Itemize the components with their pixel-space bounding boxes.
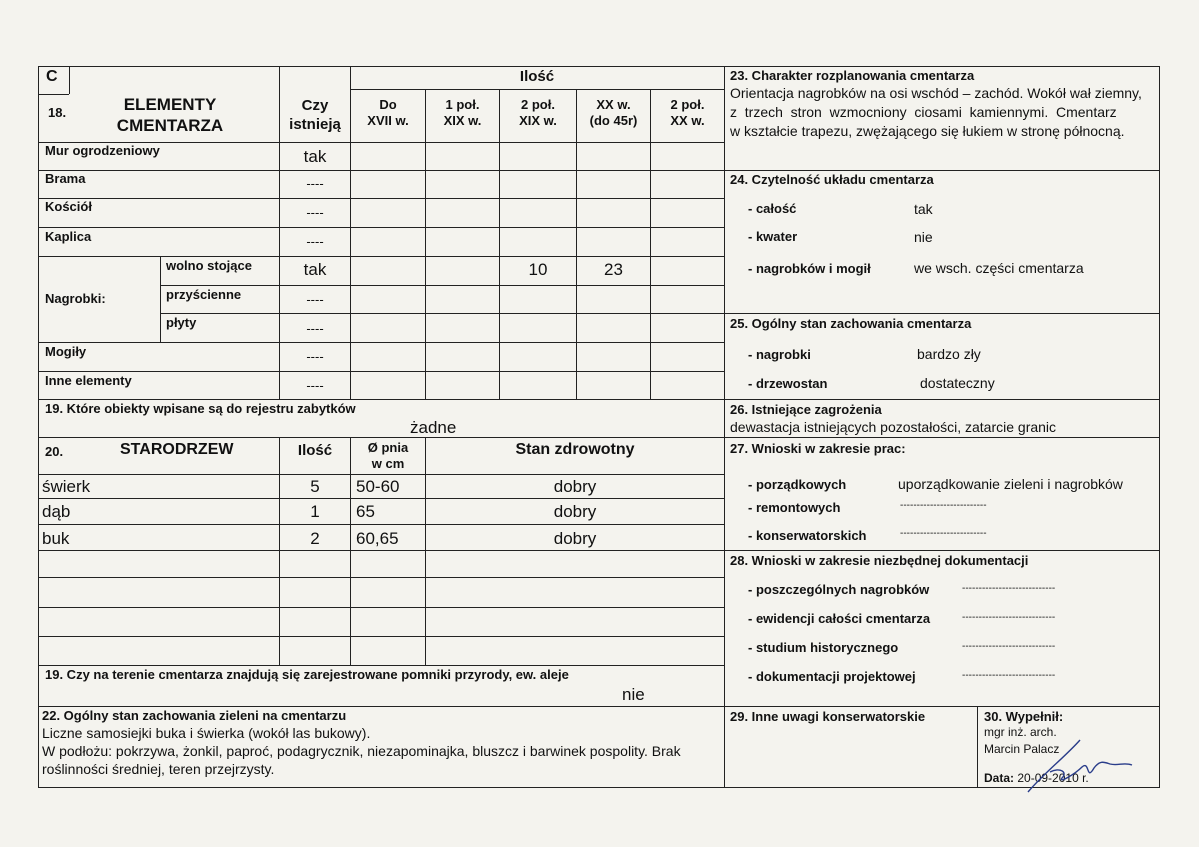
row-exists: ----	[306, 234, 324, 249]
item-label: - poszczególnych nagrobków	[748, 582, 930, 597]
section-22-line-1: Liczne samosiejki buka i świerka (wokół las bukowy).	[42, 725, 371, 741]
tree-qty-header: Ilość	[297, 442, 333, 459]
qty-header: Ilość	[519, 68, 555, 85]
exist-header-1: Czy	[301, 97, 329, 114]
item-value: --------------------------	[900, 528, 987, 539]
nagrobki-label: Nagrobki:	[45, 291, 106, 306]
item-label: - całość	[748, 201, 797, 216]
filler-name: Marcin Palacz	[984, 742, 1060, 756]
tree-name: buk	[42, 529, 70, 548]
tree-health: dobry	[553, 502, 597, 521]
section-18-title-2: CMENTARZA	[116, 116, 224, 135]
section-22-line-2: W podłożu: pokrzywa, żonkil, paproć, podagrycznik, niezapominajka, bluszcz i barwinek pospolity. Brak	[42, 743, 681, 759]
row-exists: ----	[306, 349, 324, 364]
row-exists: ----	[306, 205, 324, 220]
tree-qty: 2	[310, 529, 320, 548]
section-20-title: STARODRZEW	[120, 441, 234, 458]
row-label: Brama	[45, 171, 86, 186]
item-value: nie	[914, 229, 933, 245]
item-value: ----------------------------	[962, 641, 1056, 652]
period-header: 2 poł.	[670, 97, 705, 112]
period-header: 1 poł.	[445, 97, 480, 112]
count-xx-do-45: 23	[604, 260, 623, 279]
tree-diam: 60,65	[356, 529, 399, 548]
tree-name: świerk	[42, 477, 91, 496]
item-label: - nagrobków i mogił	[748, 261, 871, 276]
period-header: XIX w.	[519, 113, 557, 128]
count-2-pol-xix: 10	[528, 260, 548, 279]
row-exists: ----	[306, 378, 324, 393]
row-exists: tak	[303, 260, 327, 279]
section-22-line-3: roślinności średniej, teren przejrzysty.	[42, 761, 275, 777]
period-header: Do	[379, 97, 397, 112]
row-label: Inne elementy	[45, 373, 132, 388]
item-value: --------------------------	[900, 500, 987, 511]
row-label: Mur ogrodzeniowy	[45, 143, 160, 158]
row-exists: ----	[306, 321, 324, 336]
section-20-number: 20.	[45, 444, 64, 459]
tree-name: dąb	[42, 502, 71, 521]
tree-diam-header-1: Ø pnia	[367, 440, 409, 455]
section-22-label: 22. Ogólny stan zachowania zieleni na cmentarzu	[42, 708, 347, 723]
section-26-label: 26. Istniejące zagrożenia	[730, 402, 882, 417]
item-value: tak	[914, 201, 933, 217]
row-exists: tak	[303, 147, 327, 166]
section-23-label: 23. Charakter rozplanowania cmentarza	[730, 68, 975, 83]
tree-health: dobry	[553, 477, 597, 496]
item-label: - kwater	[748, 229, 798, 244]
section-19a-label: 19. Które obiekty wpisane są do rejestru zabytków	[45, 401, 356, 416]
exist-header-2: istnieją	[289, 116, 341, 133]
tree-diam: 50-60	[356, 477, 400, 496]
section-19b-value: nie	[622, 685, 645, 704]
item-label: - ewidencji całości cmentarza	[748, 611, 931, 626]
row-exists: ----	[306, 176, 324, 191]
section-29-label: 29. Inne uwagi konserwatorskie	[730, 709, 926, 724]
section-23-line-1: Orientacja nagrobków na osi wschód – zachód. Wokół wał ziemny,	[730, 85, 1142, 101]
row-label: Kościół	[45, 199, 92, 214]
period-header: (do 45r)	[589, 113, 638, 128]
section-26-value: dewastacja istniejących pozostałości, zatarcie granic	[730, 419, 1057, 435]
section-23-line-3: w kształcie trapezu, zwężającego się łukiem w stronę północną.	[730, 123, 1125, 139]
date-label: Data:	[984, 771, 1015, 785]
row-exists: ----	[306, 292, 324, 307]
section-25-label: 25. Ogólny stan zachowania cmentarza	[730, 316, 972, 331]
tree-health: dobry	[553, 529, 597, 548]
item-value: we wsch. części cmentarza	[914, 260, 1084, 276]
period-header: XX w.	[596, 97, 631, 112]
section-30-label: 30. Wypełnił:	[984, 709, 1064, 724]
section-18-number: 18.	[48, 105, 67, 120]
item-label: - nagrobki	[748, 347, 811, 362]
section-18-title-1: ELEMENTY	[123, 95, 217, 114]
item-label: - studium historycznego	[748, 640, 899, 655]
section-23-line-2: z trzech stron wzmocniony ciosami kamiennymi. Cmentarz	[730, 104, 1117, 120]
item-label: - dokumentacji projektowej	[748, 669, 916, 684]
section-19b-label: 19. Czy na terenie cmentarza znajdują się zarejestrowane pomniki przyrody, ew. aleje	[45, 667, 569, 682]
period-header: XIX w.	[443, 113, 482, 128]
tree-diam-header-2: w cm	[371, 456, 405, 471]
item-value: ----------------------------	[962, 612, 1056, 623]
period-header: XX w.	[670, 113, 705, 128]
row-label: wolno stojące	[166, 258, 252, 273]
item-value: dostateczny	[920, 375, 995, 391]
item-value: bardzo zły	[917, 346, 981, 362]
item-label: - konserwatorskich	[748, 528, 867, 543]
item-label: - drzewostan	[748, 376, 828, 391]
item-label: - porządkowych	[748, 477, 847, 492]
section-24-label: 24. Czytelność układu cmentarza	[730, 172, 934, 187]
item-value: uporządkowanie zieleni i nagrobków	[898, 476, 1123, 492]
item-label: - remontowych	[748, 500, 841, 515]
row-label: przyścienne	[166, 287, 242, 302]
section-28-label: 28. Wnioski w zakresie niezbędnej dokumentacji	[730, 553, 1029, 568]
period-header: XVII w.	[367, 113, 409, 128]
filler-title: mgr inż. arch.	[984, 725, 1057, 739]
signature-icon	[1020, 732, 1145, 802]
section-letter: C	[46, 68, 58, 85]
tree-health-header: Stan zdrowotny	[515, 441, 635, 458]
section-19a-value: żadne	[410, 418, 457, 437]
item-value: ----------------------------	[962, 583, 1056, 594]
section-27-label: 27. Wnioski w zakresie prac:	[730, 441, 906, 456]
row-label: Kaplica	[45, 229, 92, 244]
date-value: 20-09-2010 r.	[1017, 771, 1089, 785]
tree-qty: 5	[310, 477, 320, 496]
tree-qty: 1	[310, 502, 320, 521]
item-value: ----------------------------	[962, 670, 1056, 681]
tree-diam: 65	[356, 502, 375, 521]
row-label: płyty	[166, 315, 197, 330]
row-label: Mogiły	[45, 344, 87, 359]
period-header: 2 poł.	[521, 97, 555, 112]
